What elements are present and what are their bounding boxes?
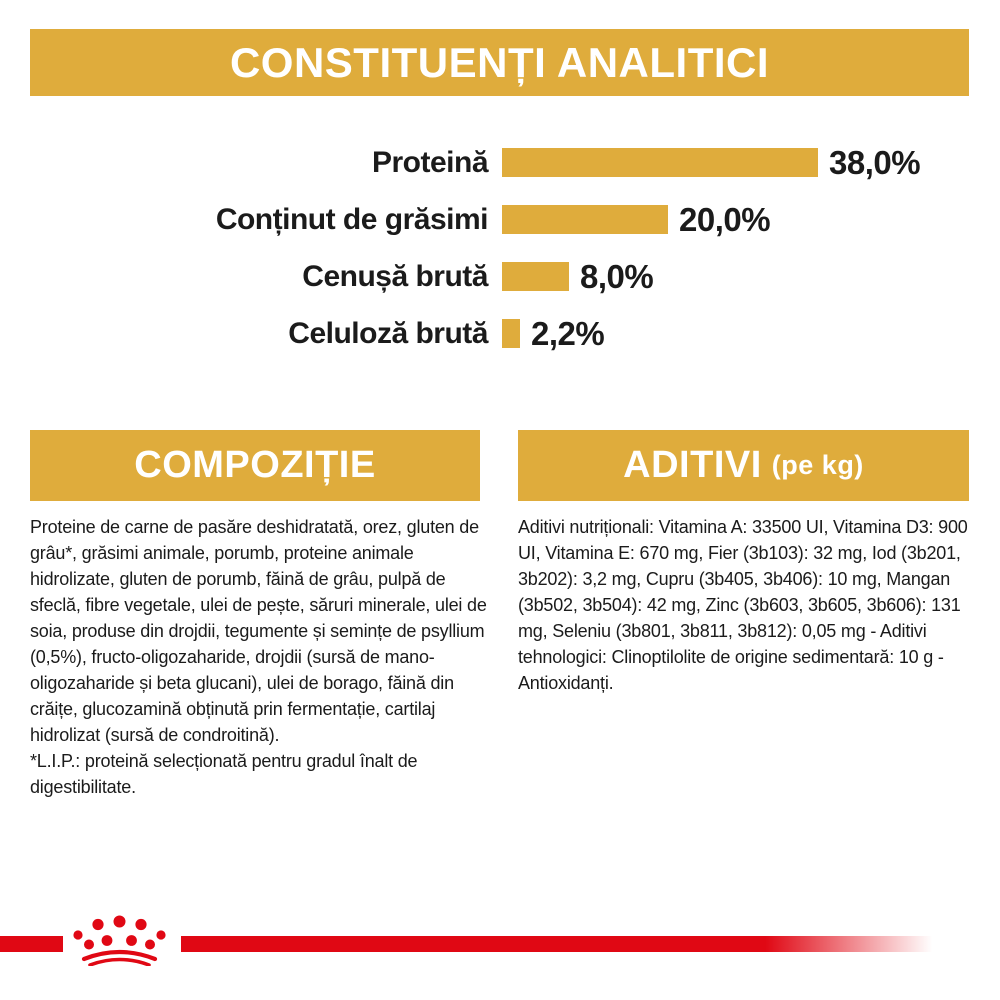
footer-red-band-right bbox=[181, 936, 940, 952]
additives-banner bbox=[518, 430, 969, 501]
composition-column bbox=[30, 514, 488, 800]
chart-value-label: 20,0% bbox=[679, 200, 771, 238]
analytical-constituents-title: CONSTITUENȚI ANALITICI bbox=[229, 38, 770, 86]
chart-value-label: 2,2% bbox=[531, 314, 605, 352]
chart-category-label: Cenușă brută bbox=[302, 259, 488, 293]
analytical-constituents-chart bbox=[30, 143, 970, 376]
chart-category-label: Celuloză brută bbox=[288, 316, 488, 350]
chart-row bbox=[30, 143, 970, 181]
chart-category-label: Conținut de grăsimi bbox=[215, 202, 488, 236]
composition-title: COMPOZIȚIE bbox=[134, 444, 376, 486]
chart-value-label: 8,0% bbox=[580, 257, 654, 295]
composition-banner bbox=[30, 430, 480, 501]
additives-title-suffix: (pe kg) bbox=[771, 450, 864, 480]
analytical-constituents-banner bbox=[30, 29, 969, 96]
additives-body: Aditivi nutriționali: Vitamina A: 33500 UI, Vitamina D3: 900 UI, Vitamina E: 670 mg, Fier (3b103): 32 mg, Iod (3b201, 3b202): 3,2 mg, Cupru (3b405, 3b406): 10 mg, Mangan (3b502, 3b504): 42 mg, Zinc (3b603, 3b605, 3b606): 131 mg, Seleniu (3b801, 3b811, 3b812): 0,05 mg - Aditivi tehnologici: Clinoptilolite de origine sedimentară: 10 g - Antioxidanți. bbox=[518, 517, 968, 693]
royal-canin-crown-logo bbox=[73, 915, 166, 966]
chart-category-label: Proteină bbox=[371, 145, 488, 179]
chart-row bbox=[30, 257, 970, 295]
chart-bar bbox=[502, 262, 569, 291]
chart-bar bbox=[502, 319, 520, 348]
chart-row bbox=[30, 200, 970, 238]
chart-value-label: 38,0% bbox=[829, 143, 921, 181]
chart-row bbox=[30, 314, 970, 352]
chart-bar bbox=[502, 205, 668, 234]
composition-footnote: *L.I.P.: proteină selecționată pentru gradul înalt de digestibilitate. bbox=[30, 751, 418, 797]
chart-bar bbox=[502, 148, 818, 177]
composition-body: Proteine de carne de pasăre deshidratată, orez, gluten de grâu*, grăsimi animale, porumb, proteine animale hidrolizate, gluten de porumb, făină de grâu, pulpă de sfeclă, fibre vegetale, ulei de pește, săruri minerale, ulei de soia, produse din drojdii, tegumente și semințe de psyllium (0,5%), fructo-oligozaharide, drojdii (sursă de mano-oligozaharide și beta glucani), ulei de borago, făină din crăițe, glucozamină obținută prin fermentație, cartilaj hidrolizat (sursă de condroitină). bbox=[30, 517, 487, 745]
footer-red-band-left bbox=[0, 936, 63, 952]
additives-title: ADITIVI bbox=[623, 444, 762, 486]
additives-column bbox=[518, 514, 980, 696]
